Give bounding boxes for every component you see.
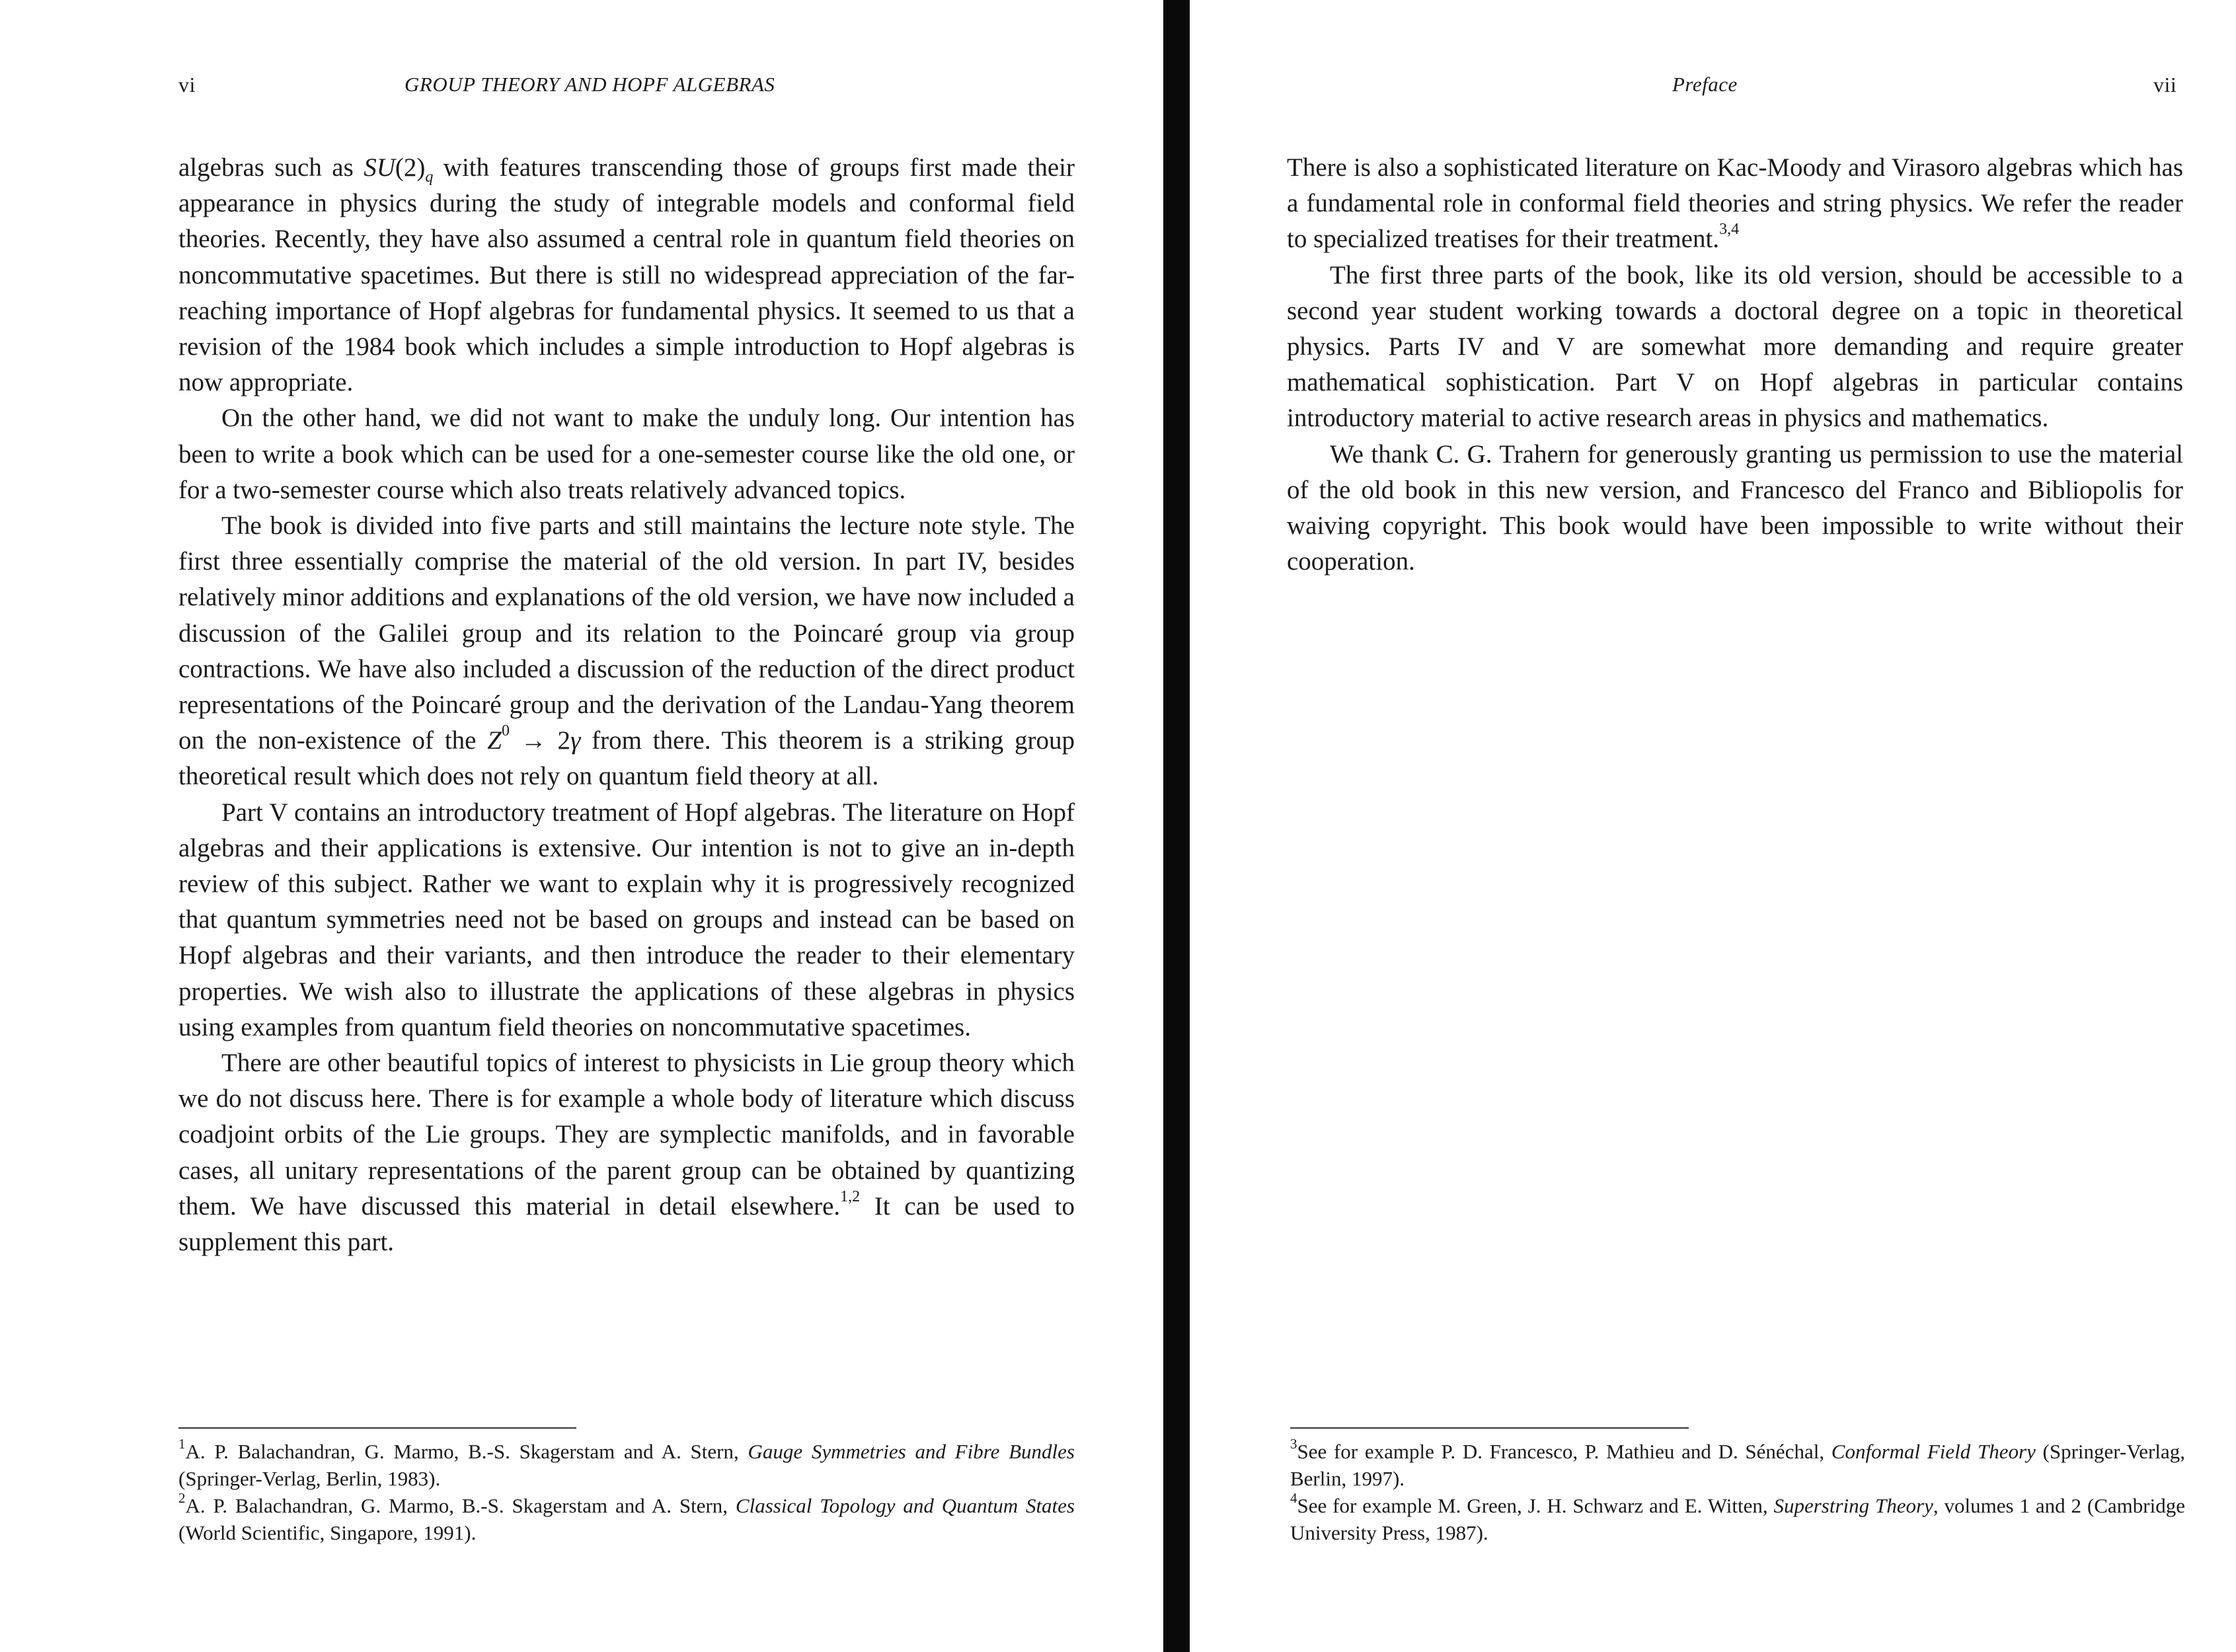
footnote: $^3$See for example P. D. Francesco, P. Mathieu and D. Sénéchal, Conformal Field Theory (Springer-Verlag, Berlin, 1997).: [1290, 1435, 2185, 1490]
page-number: vii: [2153, 73, 2177, 96]
paragraph: We thank C. G. Trahern for generously granting us permission to use the material of the old book in this new version, and Francesco del Franco and Bibliopolis for waiving copyright. This book would have been impossible to write without their cooperation.: [1287, 439, 2183, 576]
footnote: $^1$A. P. Balachandran, G. Marmo, B.-S. Skagerstam and A. Stern, Gauge Symmetries and Fibre Bundles (Springer-Verlag, Berlin, 1983).: [178, 1435, 1075, 1490]
paragraph: There is also a sophisticated literature on Kac-Moody and Virasoro algebras which has a fundamental role in conformal field theories and string physics. We refer the reader to specialized treatises for their treatment.$^{3,4}$: [1287, 153, 2183, 254]
footnote: $^4$See for example M. Green, J. H. Schwarz and E. Witten, Superstring Theory, volumes 1 and 2 (Cambridge University Press, 1987).: [1290, 1489, 2185, 1544]
paragraph: The first three parts of the book, like its old version, should be accessible to a second year student working towards a doctoral degree on a topic in theoretical physics. Parts IV and V are somewhat more demanding and require greater mathematical sophistication. Part V on Hopf algebras in particular contains introductory material to active research areas in physics and mathematics.: [1287, 260, 2183, 433]
book-gutter: [1163, 0, 1190, 1652]
running-head: Preface: [1672, 73, 1738, 96]
paragraph: On the other hand, we did not want to make the unduly long. Our intention has been to write a book which can be used for a one-semester course like the old one, or for a two-semester course which also treats relatively advanced topics.: [178, 404, 1075, 504]
footnotes: [178, 1435, 1075, 1546]
footnote: $^2$A. P. Balachandran, G. Marmo, B.-S. Skagerstam and A. Stern, Classical Topology and Quantum States (World Scientific, Singapore, 1991).: [178, 1489, 1075, 1544]
body-text: [1287, 150, 2183, 580]
body-text: [178, 150, 1075, 1260]
running-head: GROUP THEORY AND HOPF ALGEBRAS: [405, 73, 775, 96]
right-page: [1190, 0, 2236, 1652]
footnotes: [1290, 1435, 2185, 1546]
footnote-rule: [178, 1427, 576, 1429]
footnote-rule: [1290, 1427, 1689, 1429]
paragraph: Part V contains an introductory treatment of Hopf algebras. The literature on Hopf algebras and their applications is extensive. Our intention is not to give an in-depth review of this subject. Rather we want to explain why it is progressively recognized that quantum symmetries need not be based on groups and instead can be based on Hopf algebras and their variants, and then introduce the reader to their elementary properties. We wish also to illustrate the applications of these algebras in physics using examples from quantum field theories on noncommutative spacetimes.: [178, 798, 1075, 1041]
footnote-reference: 3,4: [1719, 221, 1740, 239]
paragraph: algebras such as $SU(2)_q$ with features transcending those of groups first made their appearance in physics during the study of integrable models and conformal field theories. Recently, they have also assumed a central role in quantum field theories on noncommutative spacetimes. But there is still no widespread appreciation of the far-reaching importance of Hopf algebras for fundamental physics. It seemed to us that a revision of the 1984 book which includes a simple introduction to Hopf algebras is now appropriate.: [178, 153, 1075, 397]
footnote-reference: 1,2: [840, 1187, 861, 1205]
page-number: vi: [178, 73, 196, 96]
paragraph: The book is divided into five parts and still maintains the lecture note style. The first three essentially comprise the material of the old version. In part IV, besides relatively minor additions and explanations of the old version, we have now included a discussion of the Galilei group and its relation to the Poincaré group via group contractions. We have also included a discussion of the reduction of the direct product representations of the Poincaré group and the derivation of the Landau-Yang theorem on the non-existence of the $Z^0 \to 2\gamma$ from there. This theorem is a striking group theoretical result which does not rely on quantum field theory at all.: [178, 511, 1075, 791]
paragraph: There are other beautiful topics of interest to physicists in Lie group theory which we do not discuss here. There is for example a whole body of literature which discuss coadjoint orbits of the Lie groups. They are symplectic manifolds, and in favorable cases, all unitary representations of the parent group can be obtained by quantizing them. We have discussed this material in detail elsewhere.$^{1,2}$ It can be used to supplement this part.: [178, 1049, 1075, 1257]
